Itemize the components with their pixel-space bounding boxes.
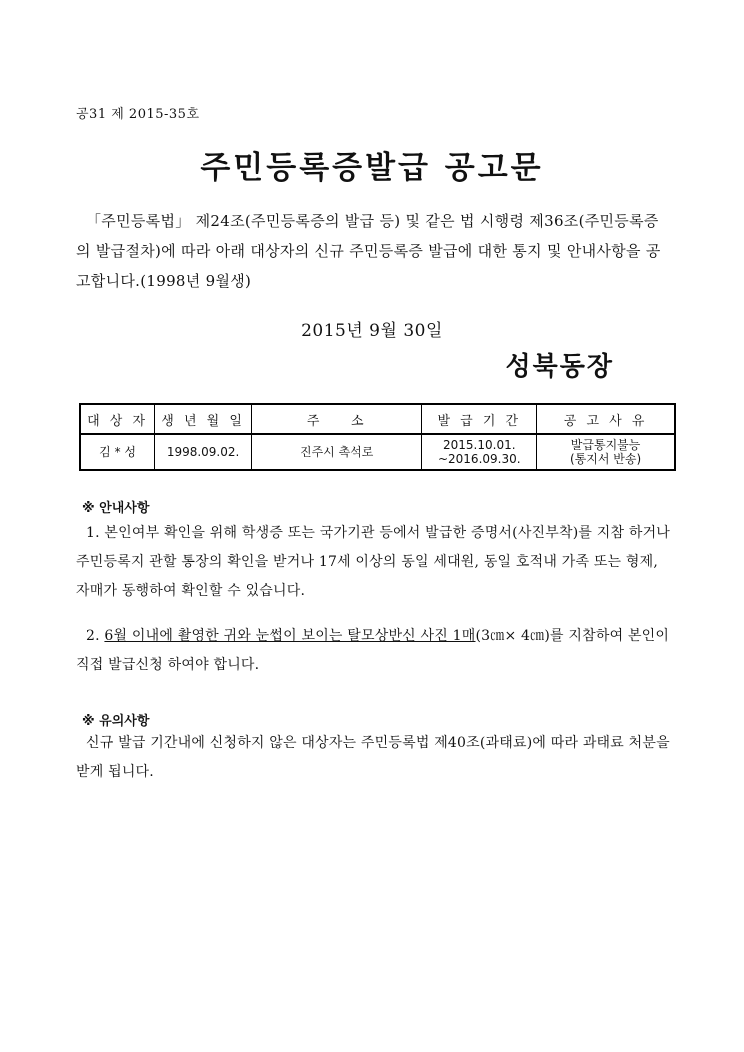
document-title: 주민등록증발급 공고문 xyxy=(200,150,544,186)
reason-line-1: 발급통지불능 xyxy=(570,438,641,452)
cell-name: 김 * 성 xyxy=(80,434,155,470)
header-address: 주 소 xyxy=(252,404,422,434)
item2-number: 2. xyxy=(86,628,105,644)
target-table xyxy=(79,403,676,471)
period-start: 2015.10.01. xyxy=(443,438,516,452)
header-period: 발 급 기 간 xyxy=(422,404,537,434)
announcement-date: 2015년 9월 30일 xyxy=(301,321,443,341)
header-target: 대 상 자 xyxy=(80,404,155,434)
notice-item-2 xyxy=(76,622,672,680)
table-header-row xyxy=(80,404,675,434)
caution-text: 신규 발급 기간내에 신청하지 않은 대상자는 주민등록법 제40조(과태료)에 따라 과태료 처분을 받게 됩니다. xyxy=(76,735,670,780)
intro-paragraph: 「주민등록법」 제24조(주민등록증의 발급 등) 및 같은 법 시행령 제36조(주민등록증의 발급절차)에 따라 아래 대상자의 신규 주민등록증 발급에 대한 통지 및 안내사항을 공고합니다.(1998년 9월생) xyxy=(76,212,661,290)
cell-period xyxy=(422,434,537,470)
item2-rest: (3㎝× 4㎝)를 지참하여 본인이 직접 발급신청 하여야 합니다. xyxy=(76,628,670,673)
notice-item-1: 1. 본인여부 확인을 위해 학생증 또는 국가기관 등에서 발급한 증명서(사진부착)를 지참 하거나 주민등록지 관할 통장의 확인을 받거나 17세 이상의 동일 세대원, 동일 호적내 가족 또는 형제, 자매가 동행하여 확인할 수 있습니다. xyxy=(76,525,671,599)
notice-section-title: ※ 안내사항 xyxy=(82,501,150,516)
issuer-name: 성북동장 xyxy=(505,352,614,382)
cell-address: 진주시 촉석로 xyxy=(252,434,422,470)
header-birthdate: 생 년 월 일 xyxy=(155,404,252,434)
item2-underlined: 6월 이내에 촬영한 귀와 눈썹이 보이는 탈모상반신 사진 1매 xyxy=(104,628,476,644)
document-number: 공31 제 2015-35호 xyxy=(76,107,200,122)
table-row xyxy=(80,434,675,470)
header-reason: 공 고 사 유 xyxy=(537,404,675,434)
caution-section-title: ※ 유의사항 xyxy=(82,714,150,729)
period-end: ~2016.09.30. xyxy=(437,452,521,466)
cell-reason xyxy=(537,434,675,470)
reason-line-2: (통지서 반송) xyxy=(570,452,642,466)
cell-birthdate: 1998.09.02. xyxy=(155,434,252,470)
